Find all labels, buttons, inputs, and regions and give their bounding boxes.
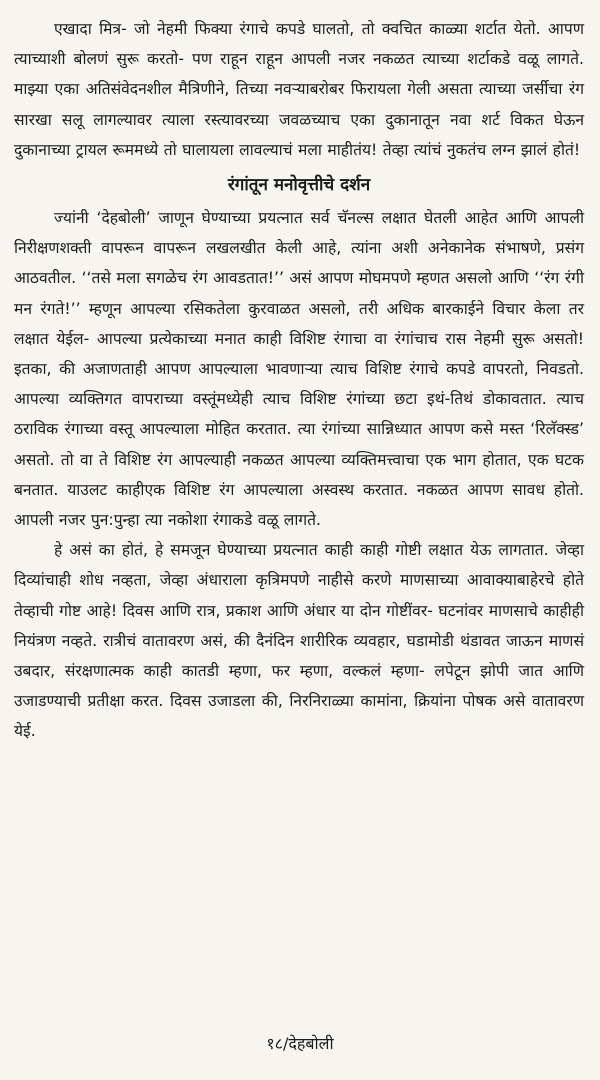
paragraph-2: ज्यांनी ‘देहबोली’ जाणून घेण्याच्या प्रयत्नात सर्व चॅनल्स लक्षात घेतली आहेत आणि आपली निरीक्षणशक्ती वापरून वापरून लखलखीत केली आहे, त्यांना अशी अनेकानेक संभाषणे, प्रसंग आठवतील. ‘‘तसे मला सगळेच रंग आवडतात!’’ असं आपण मोघमपणे म्हणत असलो आणि ‘‘रंग रंगी मन रंगते!’’ म्हणून आपल्या रसिकतेला कुरवाळत असलो, तरी अधिक बारकाईने विचार केला तर लक्षात येईल- आपल्या प्रत्येकाच्या मनात काही विशिष्ट रंगाचा वा रंगांचाच रास नेहमी सुरू असतो! इतका, की अजाणताही आपण आपल्याला भावणाऱ्या त्याच विशिष्ट रंगाचे कपडे वापरतो, निवडतो. आपल्या व्यक्तिगत वापराच्या वस्तूंमध्येही त्याच विशिष्ट रंगांच्या छटा इथं-तिथं डोकावतात. त्याच ठराविक रंगाच्या वस्तू आपल्याला मोहित करतात. त्या रंगांच्या सान्निध्यात आपण कसे मस्त ‘रिलॅक्स्ड’ असतो. तो वा ते विशिष्ट रंग आपल्याही नकळत आपल्या व्यक्तिमत्त्वाचा एक भाग होतात, एक घटक बनतात. याउलट काहीएक विशिष्ट रंग आपल्याला अस्वस्थ करतात. नकळत आपण सावध होतो. आपली नजर पुन:पुन्हा त्या नकोशा रंगाकडे वळू लागते. (14, 209, 584, 530)
page-footer: १८/देहबोली (266, 1034, 334, 1053)
paragraph-1: एखादा मित्र- जो नेहमी फिक्या रंगाचे कपडे घालतो, तो क्वचित काळ्या शर्टात येतो. आपण त्याच्याशी बोलणं सुरू करतो- पण राहून राहून आपली नजर नकळत त्याच्या शर्टाकडे वळू लागते. माझ्या एका अतिसंवेदनशील मैत्रिणीने, तिच्या नवऱ्याबरोबर फिरायला गेली असता त्याच्या जर्सीचा रंग सारखा सलू लागल्यावर त्याला रस्त्यावरच्या जवळच्याच एका दुकानातून नवा शर्ट विकत घेऊन दुकानाच्या ट्रायल रूममध्ये तो घालायला लावल्याचं मला माहीतंय! तेव्हा त्यांचं नुकतंच लग्न झालं होतं! (14, 20, 584, 159)
paragraph-3: हे असं का होतं, हे समजून घेण्याच्या प्रयत्नात काही काही गोष्टी लक्षात येऊ लागतात. जेव्हा दिव्यांचाही शोध नव्हता, जेव्हा अंधाराला कृत्रिमपणे नाहीसे करणे माणसाच्या आवाक्याबाहेरचे होते तेव्हाची गोष्ट आहे! दिवस आणि रात्र, प्रकाश आणि अंधार या दोन गोष्टींवर- घटनांवर माणसाचे काहीही नियंत्रण नव्हते. रात्रीचं वातावरण असं, की दैनंदिन शारीरिक व्यवहार, घडामोडी थंडावत जाऊन माणसं उबदार, संरक्षणात्मक काही कातडी म्हणा, फर म्हणा, वल्कलं म्हणा- लपेटून झोपी जात आणि उजाडण्याची प्रतीक्षा करत. दिवस उजाडला की, निरनिराळ्या कामांना, क्रियांना पोषक असे वातावरण येई. (14, 541, 584, 741)
section-heading: रंगांतून मनोवृत्तीचे दर्शन (227, 175, 371, 196)
